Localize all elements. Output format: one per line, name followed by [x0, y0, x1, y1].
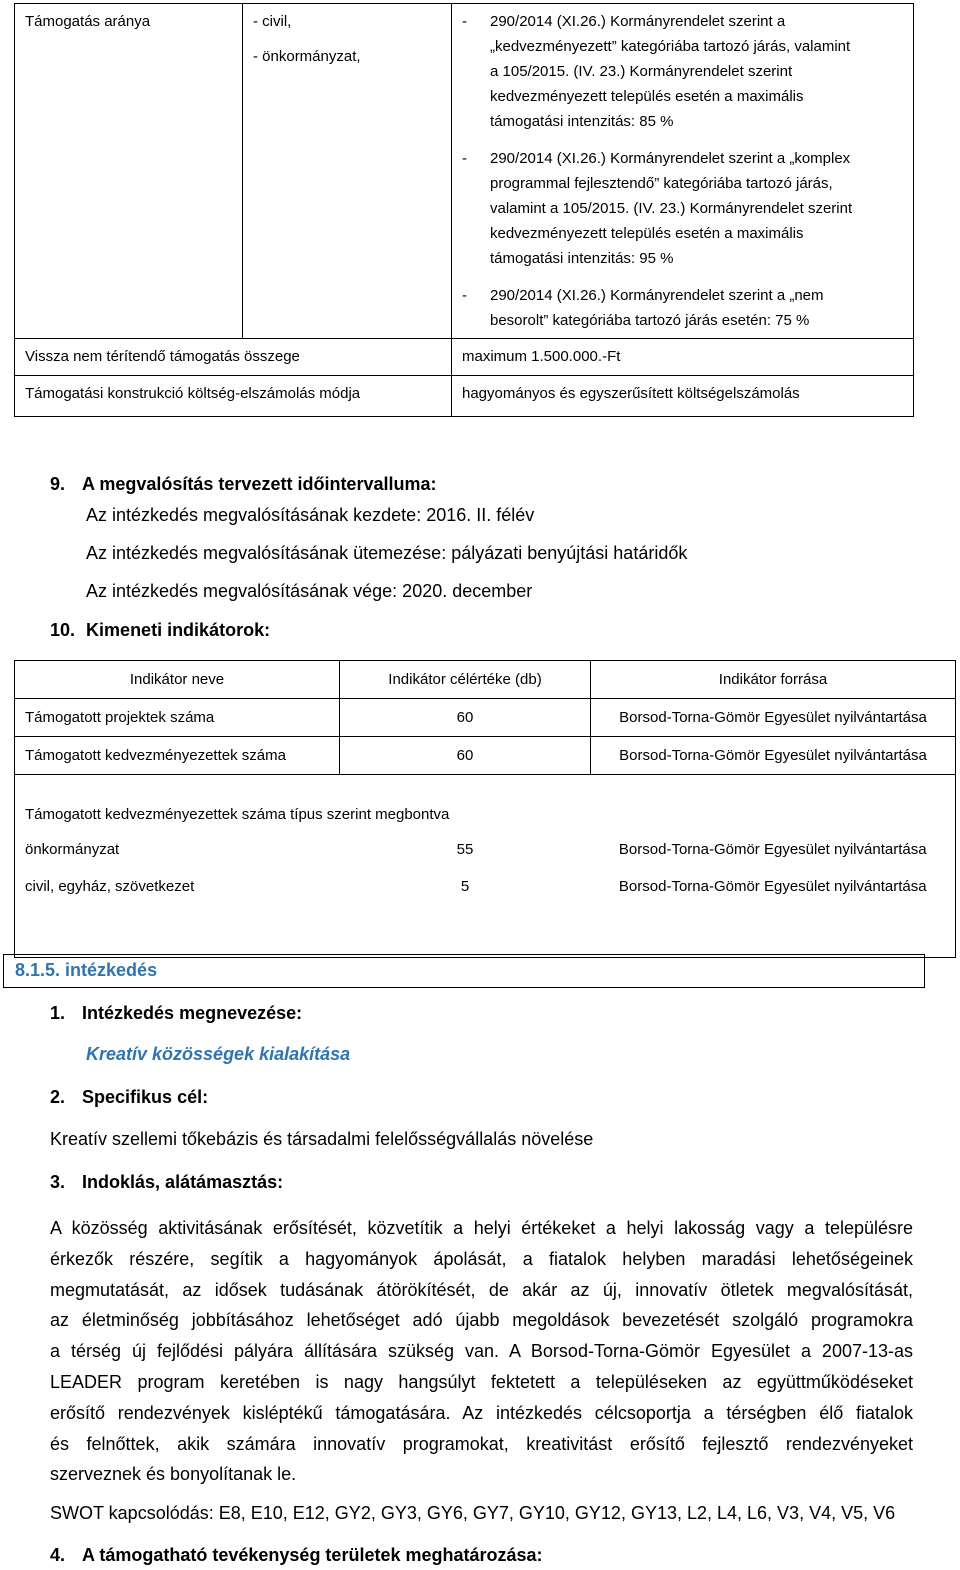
section-9-heading: 9. A megvalósítás tervezett időintervalluma:: [50, 474, 437, 494]
table-row: [15, 737, 956, 775]
indicator-source: Borsod-Torna-Gömör Egyesület nyilvántartása: [591, 737, 956, 775]
specific-goal: Kreatív szellemi tőkebázis és társadalmi felelősségvállalás növelése: [50, 1129, 594, 1149]
breakdown-source: Borsod-Torna-Gömör Egyesület nyilvántartása: [591, 831, 956, 868]
table-row: [15, 868, 956, 905]
beneficiary-item: - önkormányzat,: [253, 48, 361, 65]
spacer-cell: [15, 905, 956, 958]
method-value-cell: hagyományos és egyszerűsített költségelszámolás: [452, 376, 914, 417]
rate-item: - 290/2014 (XI.26.) Kormányrendelet szerint a „komplex programmal fejlesztendő” kategóriába tartozó járás, valamint a 105/2015. (IV. 23.) Kormányrendelet szerint kedvezményezett település esetén a maximális támogatási intenzitás: 95 %: [462, 150, 853, 267]
subsection-1-heading: 1. Intézkedés megnevezése:: [50, 1003, 303, 1023]
section-9-start: Az intézkedés megvalósításának kezdete: 2016. II. félév: [86, 505, 535, 525]
indicator-table: [14, 660, 956, 958]
indicator-source: Borsod-Torna-Gömör Egyesület nyilvántartása: [591, 699, 956, 737]
section-10-heading: 10. Kimeneti indikátorok:: [50, 620, 271, 640]
section-9-schedule: Az intézkedés megvalósításának ütemezése: pályázati benyújtási határidők: [86, 543, 688, 563]
support-table: [14, 3, 914, 417]
breakdown-name: civil, egyház, szövetkezet: [15, 868, 340, 905]
justification-text: A közösség aktivitásának erősítését, közvetítik a helyi értékeket a helyi lakosság vagy a településre érkezők részére, segítik a hagyományok ápolását, a fiatalok helyben maradási lehetőségeinek megmutatását, az idősek tudásának átörökítését, de akár az új, innovatív ötletek megvalósítását, az életminőség jobbításához lehetőséget adó újabb megoldások bevezetését szolgáló programokra a térség új fejlődési pályára állítására szükség van. A Borsod-Torna-Gömör Egyesület a 2007-13-as LEADER program keretében is nagy hangsúlyt fektetett a településeken az együttműködéseket erősítő rendezvények kisléptékű támogatására. Az intézkedés célcsoportja a térségben élő fiatalok és felnőttek, akik számára innovatív programokat, kreativitást erősítő fejlesztő rendezvényeket szerveznek és bonyolítanak le.: [50, 1218, 913, 1485]
breakdown-label: Támogatott kedvezményezettek száma típus szerint megbontva: [15, 775, 956, 832]
breakdown-value: 5: [460, 878, 470, 895]
table-row: [15, 4, 914, 339]
measure-code: 8.1.5. intézkedés: [15, 960, 158, 980]
table-row: [15, 905, 956, 958]
indicator-value: 60: [340, 699, 591, 737]
table-header-row: [15, 661, 956, 699]
table-row: [15, 376, 914, 417]
section-9-end: Az intézkedés megvalósításának vége: 2020. december: [86, 581, 533, 601]
measure-code-box: [3, 954, 925, 988]
rate-item: - 290/2014 (XI.26.) Kormányrendelet szerint a „kedvezményezett” kategóriába tartozó járás, valamint a 105/2015. (IV. 23.) Kormányrendelet szerint kedvezményezett település esetén a maximális támogatási intenzitás: 85 %: [462, 13, 851, 130]
subsection-2-heading: 2. Specifikus cél:: [50, 1087, 209, 1107]
method-label-cell: Támogatási konstrukció költség-elszámolás módja: [15, 376, 452, 417]
breakdown-value: 55: [456, 841, 474, 858]
measure-name: Kreatív közösségek kialakítása: [86, 1044, 351, 1064]
indicator-name: Támogatott projektek száma: [15, 699, 340, 737]
table-row: [15, 699, 956, 737]
rate-label-cell: Támogatás aránya: [15, 4, 243, 339]
swot-line: SWOT kapcsolódás: E8, E10, E12, GY2, GY3, GY6, GY7, GY10, GY12, GY13, L2, L4, L6, V3, V4, V5, V6: [50, 1503, 896, 1523]
column-header: Indikátor forrása: [591, 661, 956, 699]
table-row: [15, 339, 914, 376]
column-header: Indikátor neve: [15, 661, 340, 699]
indicator-value: 60: [340, 737, 591, 775]
column-header: Indikátor célértéke (db): [340, 661, 591, 699]
beneficiary-item: - civil,: [253, 13, 292, 30]
table-row: [15, 831, 956, 868]
breakdown-source: Borsod-Torna-Gömör Egyesület nyilvántartása: [591, 868, 956, 905]
beneficiaries-cell: [243, 4, 452, 339]
subsection-3-heading: 3. Indoklás, alátámasztás:: [50, 1172, 284, 1192]
amount-label-cell: Vissza nem térítendő támogatás összege: [15, 339, 452, 376]
breakdown-name: önkormányzat: [15, 831, 340, 868]
table-row: [15, 775, 956, 832]
indicator-name: Támogatott kedvezményezettek száma: [15, 737, 340, 775]
rates-cell: [452, 4, 914, 339]
subsection-4-heading: 4. A támogatható tevékenység területek meghatározása:: [50, 1545, 543, 1565]
rate-item: - 290/2014 (XI.26.) Kormányrendelet szerint a „nem besorolt” kategóriába tartozó járás esetén: 75 %: [462, 287, 824, 329]
amount-value-cell: maximum 1.500.000.-Ft: [452, 339, 914, 376]
